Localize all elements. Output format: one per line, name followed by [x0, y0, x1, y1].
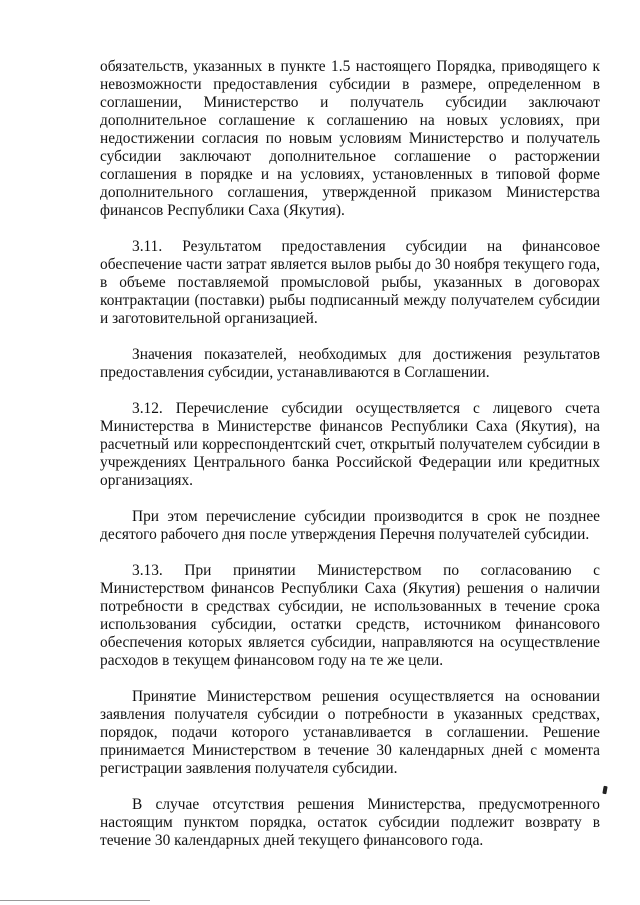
bottom-rule [0, 900, 150, 901]
paragraph-3-11: 3.11. Результатом предоставления субсидии на финансовое обеспечение части затрат является вылов рыбы до 30 ноября текущего года, в объеме поставляемой промысловой рыбы, указанных в договорах контрактации (поставки) рыбы подписанный между получателем субсидии и заготовительной организацией. [100, 238, 600, 327]
paragraph-3-13: 3.13. При принятии Министерством по согласованию с Министерством финансов Республики Саха (Якутия) решения о наличии потребности в средствах субсидии, не использованных в течение срока использования субсидии, остатки средств, источником финансового обеспечения которых является субсидии, направляются на осуществление расходов в текущем финансовом году на те же цели. [100, 562, 600, 669]
document-body [100, 58, 600, 850]
paragraph-continuation: обязательств, указанных в пункте 1.5 настоящего Порядка, приводящего к невозможности предоставления субсидии в размере, определенном в соглашении, Министерство и получатель субсидии заключают дополнительное соглашение к соглашению на новых условиях, при недостижении согласия по новым условиям Министерство и получатель субсидии заключают дополнительное соглашение о расторжении соглашения в порядке и на условиях, установленных в типовой форме дополнительного соглашения, утвержденной приказом Министерства финансов Республики Саха (Якутия). [100, 58, 600, 219]
paragraph-decision: Принятие Министерством решения осуществляется на основании заявления получателя субсидии о потребности в указанных средствах, порядок, подачи которого устанавливается в соглашении. Решение принимается Министерством в течение 30 календарных дней с момента регистрации заявления получателя субсидии. [100, 688, 600, 777]
paragraph-refund: В случае отсутствия решения Министерства, предусмотренного настоящим пунктом порядка, остаток субсидии подлежит возврату в течение 30 календарных дней текущего финансового года. [100, 796, 600, 849]
paragraph-3-12: 3.12. Перечисление субсидии осуществляется с лицевого счета Министерства в Министерстве финансов Республики Саха (Якутия), на расчетный или корреспондентский счет, открытый получателем субсидии в учреждениях Центрального банка Российской Федерации или кредитных организациях. [100, 400, 600, 489]
paragraph-transfer-deadline: При этом перечисление субсидии производится в срок не позднее десятого рабочего дня после утверждения Перечня получателей субсидии. [100, 508, 600, 543]
paragraph-indicators: Значения показателей, необходимых для достижения результатов предоставления субсидии, устанавливаются в Соглашении. [100, 346, 600, 381]
scan-mark [602, 786, 607, 795]
